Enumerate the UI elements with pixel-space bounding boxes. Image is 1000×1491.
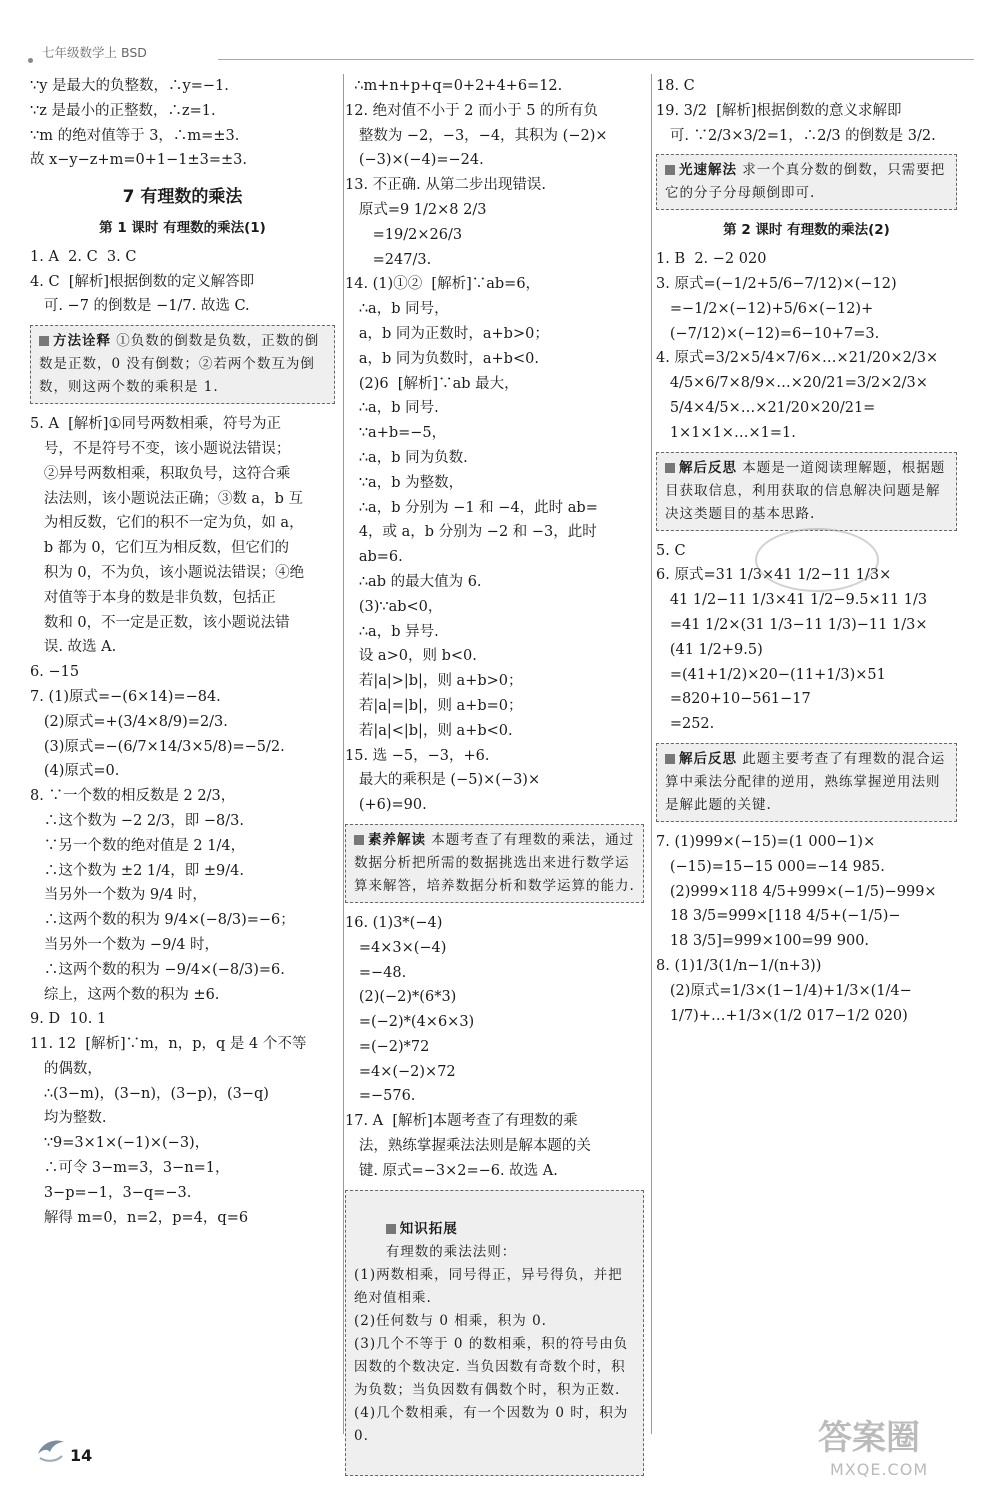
answer-line: =(41+1/2)×20−(11+1/3)×51 bbox=[656, 666, 886, 683]
answer-line: (2)6 [解析]∵ab 最大， bbox=[345, 375, 519, 392]
speed-box bbox=[656, 154, 957, 210]
box-text: 本题是一道阅读理解题，根据题目获取信息，利用获取的信息解决问题是解决这类题目的基本思路. bbox=[665, 459, 946, 522]
answer-line: 7. (1)999×(−15)=(1 000−1)× bbox=[656, 833, 876, 850]
answer-line: 为相反数，它们的积不一定为负，如 a， bbox=[30, 515, 304, 532]
answer-line: 号，不是符号不变，该小题说法错误； bbox=[30, 440, 291, 457]
dolphin-logo-icon bbox=[34, 1432, 68, 1466]
answer-line: a，b 同为负数时，a+b<0. bbox=[345, 350, 539, 367]
answer-line: 当另外一个数为 9/4 时， bbox=[30, 887, 207, 904]
answer-line: 1. B 2. −2 020 bbox=[656, 251, 767, 268]
answer-line: 18. C bbox=[656, 78, 695, 94]
col2-answers-a bbox=[345, 74, 644, 818]
answer-line: ∴这个数为 ±2 1/4，即 ±9/4. bbox=[30, 862, 244, 879]
answer-line: ∵y 是最大的负整数，∴y=−1. bbox=[30, 78, 229, 94]
answer-line: 19. 3/2 [解析]根据倒数的意义求解即 bbox=[656, 102, 902, 119]
col3-answers-a bbox=[656, 74, 957, 148]
answer-line: 16. (1)3*(−4) bbox=[345, 914, 443, 931]
answer-line: 数和 0，不一定是正数，该小题说法错 bbox=[30, 614, 290, 631]
answer-line: 14. (1)①② [解析]∵ab=6， bbox=[345, 276, 541, 293]
literacy-box bbox=[345, 824, 644, 903]
watermark-url: MXQE.COM bbox=[830, 1460, 929, 1479]
answer-line: 法，熟练掌握乘法法则是解本题的关 bbox=[345, 1138, 591, 1155]
page-number: 14 bbox=[70, 1446, 93, 1465]
answer-line: =−1/2×(−12)+5/6×(−12)+ bbox=[656, 300, 874, 317]
stamp-image bbox=[755, 528, 879, 592]
answer-line: 4. 原式=3/2×5/4×7/6×…×21/20×2/3× bbox=[656, 350, 939, 367]
answer-line: ∴a，b 分别为 −1 和 −4，此时 ab= bbox=[345, 499, 598, 516]
answer-line: =(−2)*72 bbox=[345, 1038, 430, 1055]
reflection-box-1 bbox=[656, 452, 957, 531]
answer-line: (4)原式=0. bbox=[30, 763, 120, 780]
answer-line: ∵另一个数的绝对值是 2 1/4， bbox=[30, 837, 246, 854]
answer-line: 5. A [解析]①同号两数相乘，符号为正 bbox=[30, 416, 281, 433]
col1-answers-a bbox=[30, 245, 335, 319]
answer-line: 1/7)+…+1/3×(1/2 017−1/2 020) bbox=[656, 1007, 908, 1024]
header-title: 七年级数学上 BSD bbox=[42, 45, 147, 60]
answer-line: ∵a+b=−5， bbox=[345, 425, 447, 442]
knowledge-box bbox=[345, 1190, 644, 1476]
answer-line: ∴a，b 同为负数. bbox=[345, 449, 468, 466]
answer-line: 1×1×1×…×1=1. bbox=[656, 424, 796, 441]
answer-line: ab=6. bbox=[345, 549, 403, 566]
box-text: ①负数的倒数是负数，正数的倒数是正数，0 没有倒数；②若两个数互为倒数，则这两个数的乘积是 1. bbox=[39, 333, 320, 396]
answer-line: 4，或 a，b 分别为 −2 和 −3，此时 bbox=[345, 524, 597, 541]
box-title: 知识拓展 bbox=[399, 1220, 458, 1237]
answer-line: 4/5×6/7×8/9×…×20/21=3/2×2/3× bbox=[656, 375, 928, 392]
answer-line: 15. 选 −5，−3，+6. bbox=[345, 747, 490, 764]
answer-line: =4×3×(−4) bbox=[345, 939, 447, 956]
box-title: 方法诠释 bbox=[53, 333, 111, 350]
box-text: 此题主要考查了有理数的混合运算中乘法分配律的逆用，熟练掌握逆用法则是解此题的关键. bbox=[665, 750, 946, 813]
answer-line: ∴a，b 同号， bbox=[345, 301, 449, 318]
col3-answers-d bbox=[656, 830, 957, 1028]
answer-line: (−3)×(−4)=−24. bbox=[345, 152, 484, 169]
answer-line: 3. 原式=(−1/2+5/6−7/12)×(−12) bbox=[656, 275, 897, 292]
answer-line: (−15)=15−15 000=−14 985. bbox=[656, 858, 885, 875]
answer-line: 13. 不正确. 从第二步出现错误. bbox=[345, 177, 546, 194]
box-title: 素养解读 bbox=[368, 831, 426, 848]
answer-line: 8. (1)1/3(1/n−1/(n+3)) bbox=[656, 957, 822, 974]
answer-line: 41 1/2−11 1/3×41 1/2−9.5×11 1/3 bbox=[656, 592, 928, 609]
answer-line: =820+10−561−17 bbox=[656, 691, 811, 708]
section-title: 7 有理数的乘法 bbox=[122, 187, 243, 208]
answer-line: 11. 12 [解析]∵m，n，p，q 是 4 个不等 bbox=[30, 1036, 307, 1053]
box-marker-icon bbox=[39, 336, 49, 346]
answer-line: 1. A 2. C 3. C bbox=[30, 248, 137, 265]
answer-line: 6. −15 bbox=[30, 664, 80, 681]
answer-line: ∴(3−m)，(3−n)，(3−p)，(3−q) bbox=[30, 1085, 269, 1102]
page-header bbox=[28, 45, 974, 66]
box-text: 本题考查了有理数的乘法，通过数据分析把所需的数据挑选出来进行数学运算来解答，培养数据分析和数学运算的能力. bbox=[354, 831, 635, 894]
col2-answers-b bbox=[345, 911, 644, 1184]
watermark-logo: 答案圈 bbox=[818, 1418, 920, 1458]
answer-line: 整数为 −2，−3，−4，其积为 (−2)× bbox=[345, 127, 608, 144]
answer-line: =41 1/2×(31 1/3−11 1/3)−11 1/3× bbox=[656, 616, 928, 633]
box-marker-icon bbox=[665, 165, 675, 175]
answer-line: b 都为 0，它们互为相反数，但它们的 bbox=[30, 540, 290, 557]
lesson-1-title: 第 1 课时 有理数的乘法(1) bbox=[99, 219, 266, 236]
answer-line: 18 3/5=999×[118 4/5+(−1/5)− bbox=[656, 908, 901, 925]
reflection-box-2 bbox=[656, 743, 957, 822]
answer-line: 5. C bbox=[656, 542, 686, 559]
answer-line: ∵a，b 为整数， bbox=[345, 474, 464, 491]
answer-line: ②异号两数相乘，积取负号，这符合乘 bbox=[30, 465, 291, 482]
answer-line: 解得 m=0，n=2，p=4，q=6 bbox=[30, 1209, 249, 1226]
box-marker-icon bbox=[386, 1224, 396, 1234]
answer-line: 可. −7 的倒数是 −1/7. 故选 C. bbox=[30, 298, 250, 315]
answer-line: 可. ∵2/3×3/2=1，∴2/3 的倒数是 3/2. bbox=[656, 127, 936, 144]
answer-line: 键. 原式=−3×2=−6. 故选 A. bbox=[345, 1162, 558, 1179]
answer-line: 法法则，该小题说法正确；③数 a，b 互 bbox=[30, 490, 303, 507]
answer-line: 5/4×4/5×…×21/20×20/21= bbox=[656, 399, 876, 416]
box-marker-icon bbox=[665, 463, 675, 473]
answer-line: 对值等于本身的数是非负数，包括正 bbox=[30, 589, 276, 606]
answer-line: =4×(−2)×72 bbox=[345, 1063, 456, 1080]
answer-line: ∴这个数为 −2 2/3，即 −8/3. bbox=[30, 812, 244, 829]
answer-line: =19/2×26/3 bbox=[345, 226, 463, 243]
answer-line: (+6)=90. bbox=[345, 797, 427, 814]
lesson-2-title: 第 2 课时 有理数的乘法(2) bbox=[723, 222, 890, 239]
answer-line: ∴可令 3−m=3，3−n=1， bbox=[30, 1160, 230, 1177]
answer-line: 若|a|>|b|，则 a+b>0； bbox=[345, 673, 523, 690]
answer-line: 若|a|=|b|，则 a+b=0； bbox=[345, 697, 523, 714]
answer-line: 积为 0，不为负，该小题说法错误；④绝 bbox=[30, 564, 305, 581]
answer-line: ∴m+n+p+q=0+2+4+6=12. bbox=[345, 78, 563, 94]
answer-line: ∴这两个数的积为 −9/4×(−8/3)=6. bbox=[30, 961, 285, 978]
answer-line: (2)原式=1/3×(1−1/4)+1/3×(1/4− bbox=[656, 982, 912, 999]
header-dot bbox=[28, 58, 33, 63]
answer-line: 若|a|<|b|，则 a+b<0. bbox=[345, 722, 513, 739]
box-text: 有理数的乘法法则： (1)两数相乘，同号得正，异号得负，并把绝对值相乘. (2)任何数与 0 相乘，积为 0. (3)几个不等于 0 的数相乘，积的符号由负因数的个数决定. 当负因数有奇数个时，积为负数；当负因数有偶数个时，积为正数. (4)几个数相乘，有一个因数为 0 时，积为 0. bbox=[354, 1243, 629, 1444]
answer-line: (2)原式=+(3/4×8/9)=2/3. bbox=[30, 713, 228, 730]
answer-line: =−48. bbox=[345, 964, 407, 981]
column-left bbox=[30, 74, 335, 1230]
box-title: 光速解法 bbox=[679, 162, 737, 179]
answer-line: 12. 绝对值不小于 2 而小于 5 的所有负 bbox=[345, 102, 599, 119]
col3-answers-b bbox=[656, 247, 957, 445]
answer-line: 7. (1)原式=−(6×14)=−84. bbox=[30, 688, 221, 705]
answer-line: 9. D 10. 1 bbox=[30, 1011, 107, 1028]
answer-line: ∴这两个数的积为 9/4×(−8/3)=−6； bbox=[30, 912, 295, 929]
answer-line: 设 a>0，则 b<0. bbox=[345, 648, 477, 665]
col1-top-lines bbox=[30, 74, 335, 173]
answer-line: 17. A [解析]本题考查了有理数的乘 bbox=[345, 1113, 578, 1130]
answer-line: (41 1/2+9.5) bbox=[656, 641, 763, 658]
answer-line: a，b 同为正数时，a+b>0； bbox=[345, 325, 549, 342]
answer-line: 最大的乘积是 (−5)×(−3)× bbox=[345, 772, 541, 789]
header-rule bbox=[218, 59, 974, 60]
answer-line: 3−p=−1，3−q=−3. bbox=[30, 1184, 192, 1201]
answer-line: 6. 原式=31 1/3×41 1/2−11 1/3× bbox=[656, 567, 892, 584]
answer-line: =252. bbox=[656, 716, 715, 733]
answer-line: 4. C [解析]根据倒数的定义解答即 bbox=[30, 273, 255, 290]
answer-line: 的偶数， bbox=[30, 1060, 102, 1077]
answer-line: (3)∵ab<0， bbox=[345, 598, 443, 615]
answer-line: (2)999×118 4/5+999×(−1/5)−999× bbox=[656, 883, 937, 900]
answer-line: 综上，这两个数的积为 ±6. bbox=[30, 986, 220, 1003]
answer-line: =247/3. bbox=[345, 251, 432, 268]
answer-line: 当另外一个数为 −9/4 时， bbox=[30, 936, 220, 953]
answer-line: (−7/12)×(−12)=6−10+7=3. bbox=[656, 325, 880, 342]
method-box bbox=[30, 325, 335, 404]
answer-line: (2)(−2)*(6*3) bbox=[345, 989, 457, 1006]
answer-line: ∴ab 的最大值为 6. bbox=[345, 573, 482, 590]
box-marker-icon bbox=[354, 835, 364, 845]
answer-line: (3)原式=−(6/7×14/3×5/8)=−5/2. bbox=[30, 738, 285, 755]
answer-line: ∵9=3×1×(−1)×(−3)， bbox=[30, 1135, 210, 1152]
box-marker-icon bbox=[665, 754, 675, 764]
box-title: 解后反思 bbox=[679, 459, 737, 476]
answer-line: =−576. bbox=[345, 1088, 416, 1105]
answer-line: =(−2)*(4×6×3) bbox=[345, 1014, 475, 1031]
column-right bbox=[651, 74, 957, 1434]
answer-line: 故 x−y−z+m=0+1−1±3=±3. bbox=[30, 152, 247, 169]
answer-line: ∵z 是最小的正整数，∴z=1. bbox=[30, 102, 216, 119]
box-title: 解后反思 bbox=[679, 750, 737, 767]
col1-answers-b bbox=[30, 412, 335, 1230]
answer-line: 原式=9 1/2×8 2/3 bbox=[345, 201, 487, 218]
answer-line: 误. 故选 A. bbox=[30, 639, 117, 656]
answer-line: ∴a，b 同号. bbox=[345, 400, 439, 417]
answer-line: 均为整数. bbox=[30, 1110, 107, 1127]
answer-line: ∴a，b 异号. bbox=[345, 623, 439, 640]
answer-line: 8. ∵一个数的相反数是 2 2/3， bbox=[30, 788, 236, 805]
column-middle bbox=[343, 74, 644, 1444]
answer-line: ∵m 的绝对值等于 3，∴m=±3. bbox=[30, 127, 240, 144]
answer-line: 18 3/5]=999×100=99 900. bbox=[656, 933, 870, 950]
box-text: 求一个真分数的倒数，只需要把它的分子分母颠倒即可. bbox=[665, 162, 946, 202]
